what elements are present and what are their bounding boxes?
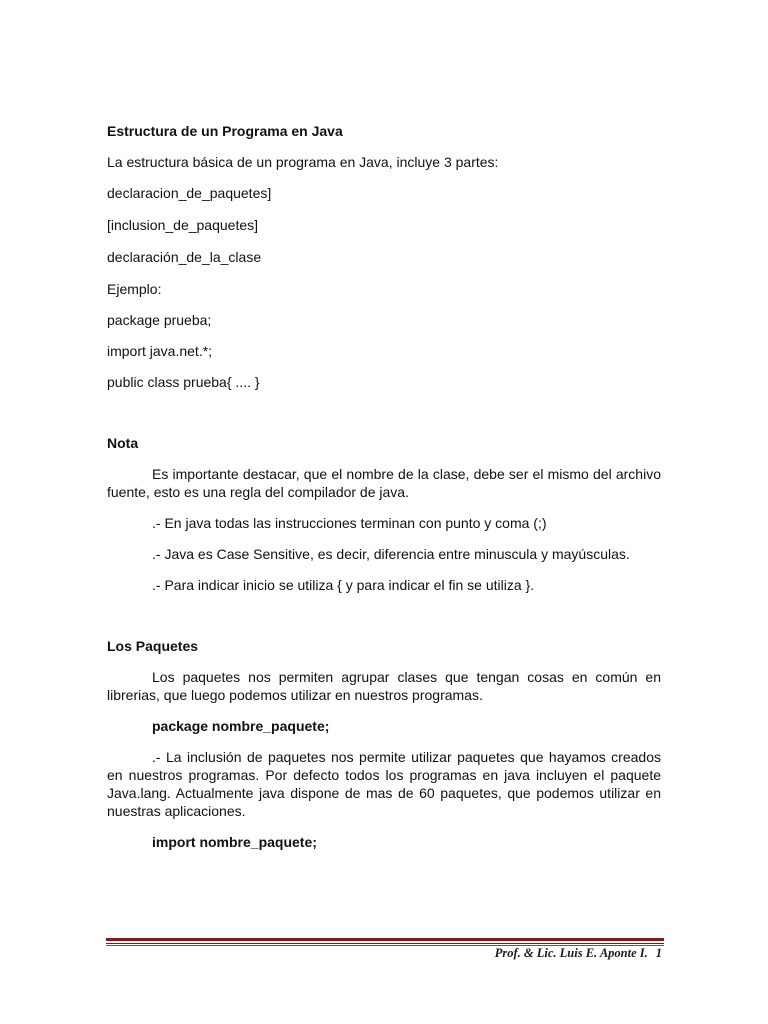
section-title-paquetes: Los Paquetes [107, 638, 199, 654]
code-line: import java.net.*; [107, 343, 213, 359]
intro-text: La estructura básica de un programa en Java, incluye 3 partes: [107, 154, 499, 170]
code-line: public class prueba{ .... } [107, 374, 260, 390]
nota-paragraph: Es importante destacar, que el nombre de la clase, debe ser el mismo del archivo fuente, esto es una regla del compilador de java. [107, 466, 661, 500]
page-content [107, 122, 661, 851]
section-title-nota: Nota [107, 435, 139, 451]
nota-point: .- En java todas las instrucciones terminan con punto y coma (;) [152, 515, 547, 531]
footer-rule [106, 938, 664, 946]
structure-line: declaración_de_la_clase [107, 249, 262, 265]
code-line: package prueba; [107, 312, 212, 328]
page-number: 1 [655, 946, 662, 960]
structure-line: declaracion_de_paquetes] [107, 185, 272, 201]
inclusion-paragraph: .- La inclusión de paquetes nos permite utilizar paquetes que hayamos creados en nuestros programas. Por defecto todos los programas en java incluyen el paquete Java.lang. Actualmente java dispone de mas de 60 paquetes, que podemos utilizar en nuestras aplicaciones. [107, 749, 661, 819]
nota-point: .- Java es Case Sensitive, es decir, diferencia entre minuscula y mayúsculas. [152, 546, 630, 562]
example-label: Ejemplo: [107, 281, 162, 297]
footer-rule-dark [106, 943, 664, 944]
import-syntax: import nombre_paquete; [152, 834, 317, 850]
page-footer [495, 946, 662, 961]
nota-point: .- Para indicar inicio se utiliza { y para indicar el fin se utiliza }. [152, 577, 535, 593]
section-title-estructura: Estructura de un Programa en Java [107, 123, 343, 139]
footer-author: Prof. & Lic. Luis E. Aponte I. [494, 946, 648, 960]
structure-line: [inclusion_de_paquetes] [107, 217, 259, 233]
paquetes-paragraph: Los paquetes nos permiten agrupar clases que tengan cosas en común en librerias, que luego podemos utilizar en nuestros programas. [107, 669, 661, 703]
package-syntax: package nombre_paquete; [152, 718, 330, 734]
